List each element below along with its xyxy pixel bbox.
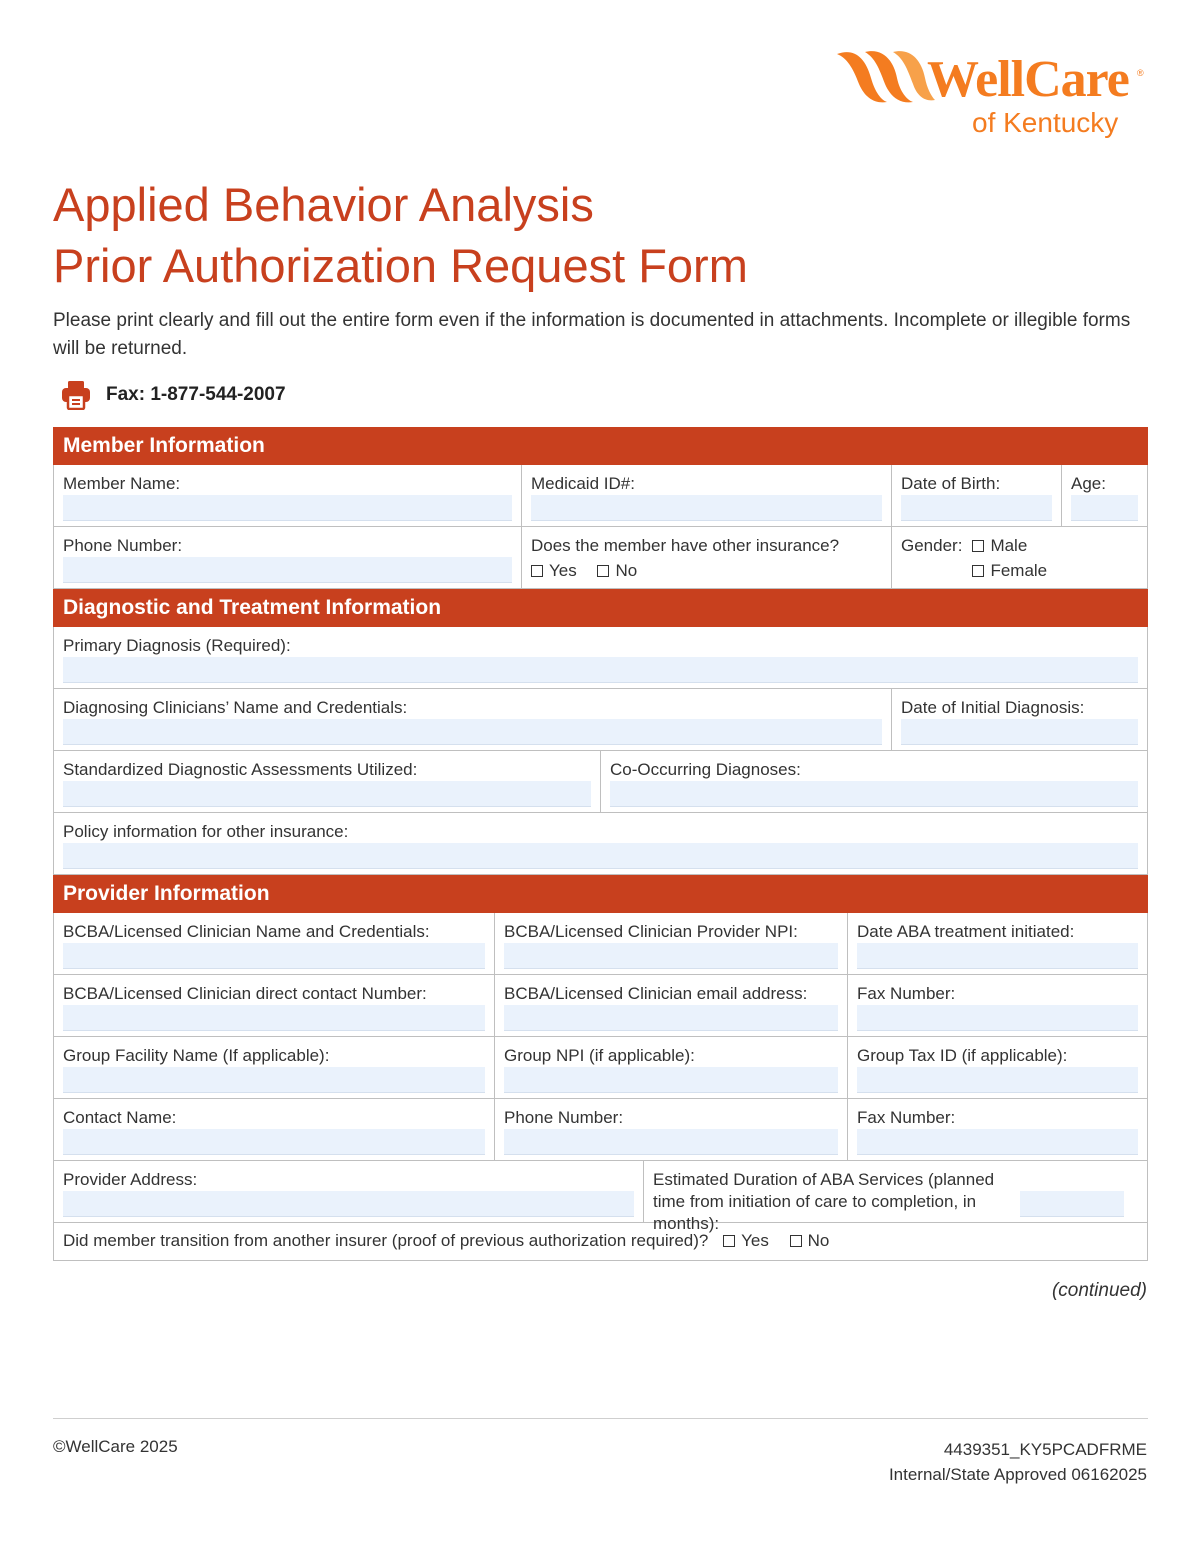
wellcare-logo bbox=[835, 48, 1155, 144]
age-field[interactable] bbox=[1071, 495, 1138, 521]
estimated-duration-field[interactable] bbox=[1020, 1191, 1124, 1217]
footer-codes bbox=[889, 1437, 1147, 1487]
clinician-fax-label: Fax Number: bbox=[857, 984, 956, 1003]
footer-divider bbox=[53, 1418, 1148, 1419]
gender-male-checkbox[interactable] bbox=[972, 540, 984, 552]
logo-registered-mark: ® bbox=[1137, 68, 1144, 78]
other-insurance-no-label: No bbox=[615, 561, 638, 580]
wellcare-swoosh-icon bbox=[835, 48, 935, 108]
group-facility-label: Group Facility Name (If applicable): bbox=[63, 1046, 330, 1065]
footer-form-code: 4439351_KY5PCADFRME bbox=[943, 1440, 1147, 1459]
provider-row-6 bbox=[53, 1223, 1148, 1261]
group-npi-label: Group NPI (if applicable): bbox=[504, 1046, 695, 1065]
clinician-email-field[interactable] bbox=[504, 1005, 838, 1031]
footer-copyright: ©WellCare 2025 bbox=[53, 1437, 178, 1456]
diagnosing-clinicians-label: Diagnosing Clinicians’ Name and Credentials: bbox=[63, 698, 408, 717]
insurer-transition-no-checkbox[interactable] bbox=[790, 1235, 802, 1247]
diagnosing-clinicians-field[interactable] bbox=[63, 719, 882, 745]
date-of-birth-field[interactable] bbox=[901, 495, 1052, 521]
medicaid-id-field[interactable] bbox=[531, 495, 882, 521]
clinician-npi-label: BCBA/Licensed Clinician Provider NPI: bbox=[504, 922, 798, 941]
intro-text: Please print clearly and fill out the entire form even if the information is documented in attachments. Incomplete or illegible forms will be returned. bbox=[53, 310, 1131, 359]
date-of-birth-label: Date of Birth: bbox=[901, 474, 1001, 493]
contact-name-label: Contact Name: bbox=[63, 1108, 177, 1127]
initial-diagnosis-date-label: Date of Initial Diagnosis: bbox=[901, 698, 1085, 717]
member-name-label: Member Name: bbox=[63, 474, 181, 493]
group-tax-id-field[interactable] bbox=[857, 1067, 1138, 1093]
insurer-transition-yes-checkbox[interactable] bbox=[723, 1235, 735, 1247]
aba-initiated-date-label: Date ABA treatment initiated: bbox=[857, 922, 1075, 941]
diagnostic-assessments-label: Standardized Diagnostic Assessments Utilized: bbox=[63, 760, 418, 779]
other-insurance-label: Does the member have other insurance? bbox=[531, 536, 840, 555]
gender-male-label: Male bbox=[990, 536, 1028, 555]
page-title-line-2: Prior Authorization Request Form bbox=[53, 239, 748, 292]
gender-label: Gender: bbox=[901, 536, 963, 555]
group-facility-field[interactable] bbox=[63, 1067, 485, 1093]
clinician-npi-field[interactable] bbox=[504, 943, 838, 969]
co-occurring-diagnoses-field[interactable] bbox=[610, 781, 1138, 807]
logo-brand-text: WellCare bbox=[927, 51, 1129, 108]
provider-row-2 bbox=[53, 975, 1148, 1037]
member-row-1 bbox=[53, 465, 1148, 527]
provider-row-3 bbox=[53, 1037, 1148, 1099]
member-phone-field[interactable] bbox=[63, 557, 512, 583]
clinician-contact-field[interactable] bbox=[63, 1005, 485, 1031]
section-member-information: Member Information bbox=[53, 427, 1148, 465]
provider-phone-label: Phone Number: bbox=[504, 1108, 624, 1127]
diagnostic-row-4 bbox=[53, 813, 1148, 875]
provider-address-field[interactable] bbox=[63, 1191, 634, 1217]
page-title-line-1: Applied Behavior Analysis bbox=[53, 178, 594, 231]
member-phone-label: Phone Number: bbox=[63, 536, 183, 555]
insurer-transition-no-label: No bbox=[807, 1231, 830, 1250]
footer-approval: Internal/State Approved 06162025 bbox=[888, 1465, 1147, 1484]
insurer-transition-yes-label: Yes bbox=[741, 1231, 769, 1250]
member-name-field[interactable] bbox=[63, 495, 512, 521]
other-insurance-no-checkbox[interactable] bbox=[597, 565, 609, 577]
other-insurance-yes-checkbox[interactable] bbox=[531, 565, 543, 577]
policy-information-field[interactable] bbox=[63, 843, 1138, 869]
page-title bbox=[53, 174, 748, 296]
clinician-email-label: BCBA/Licensed Clinician email address: bbox=[504, 984, 808, 1003]
provider-row-1 bbox=[53, 913, 1148, 975]
clinician-contact-label: BCBA/Licensed Clinician direct contact Number: bbox=[63, 984, 427, 1003]
gender-female-checkbox[interactable] bbox=[972, 565, 984, 577]
authorization-form bbox=[53, 427, 1148, 1261]
section-diagnostic-treatment: Diagnostic and Treatment Information bbox=[53, 589, 1148, 627]
insurer-transition-label: Did member transition from another insurer (proof of previous authorization required)? bbox=[63, 1231, 709, 1250]
provider-row-5 bbox=[53, 1161, 1148, 1233]
logo-subtitle: of Kentucky bbox=[972, 107, 1119, 138]
gender-female-label: Female bbox=[990, 561, 1048, 580]
provider-row-4 bbox=[53, 1099, 1148, 1161]
group-npi-field[interactable] bbox=[504, 1067, 838, 1093]
contact-name-field[interactable] bbox=[63, 1129, 485, 1155]
provider-phone-field[interactable] bbox=[504, 1129, 838, 1155]
diagnostic-row-3 bbox=[53, 751, 1148, 813]
estimated-duration-label: Estimated Duration of ABA Services (planned time from initiation of care to completion, in months): bbox=[653, 1170, 995, 1233]
other-insurance-yes-label: Yes bbox=[549, 561, 577, 580]
diagnostic-assessments-field[interactable] bbox=[63, 781, 591, 807]
policy-information-label: Policy information for other insurance: bbox=[63, 822, 349, 841]
co-occurring-diagnoses-label: Co-Occurring Diagnoses: bbox=[610, 760, 801, 779]
initial-diagnosis-date-field[interactable] bbox=[901, 719, 1138, 745]
provider-fax-label: Fax Number: bbox=[857, 1108, 956, 1127]
clinician-name-label: BCBA/Licensed Clinician Name and Credentials: bbox=[63, 922, 430, 941]
diagnostic-row-1 bbox=[53, 627, 1148, 689]
aba-initiated-date-field[interactable] bbox=[857, 943, 1138, 969]
provider-address-label: Provider Address: bbox=[63, 1170, 198, 1189]
provider-fax-field[interactable] bbox=[857, 1129, 1138, 1155]
fax-number: Fax: 1-877-544-2007 bbox=[106, 384, 286, 405]
age-label: Age: bbox=[1071, 474, 1106, 493]
primary-diagnosis-label: Primary Diagnosis (Required): bbox=[63, 636, 291, 655]
member-row-2 bbox=[53, 527, 1148, 589]
fax-printer-icon bbox=[60, 380, 92, 410]
clinician-name-field[interactable] bbox=[63, 943, 485, 969]
primary-diagnosis-field[interactable] bbox=[63, 657, 1138, 683]
group-tax-id-label: Group Tax ID (if applicable): bbox=[857, 1046, 1068, 1065]
diagnostic-row-2 bbox=[53, 689, 1148, 751]
medicaid-id-label: Medicaid ID#: bbox=[531, 474, 635, 493]
fax-line bbox=[60, 380, 286, 410]
clinician-fax-field[interactable] bbox=[857, 1005, 1138, 1031]
continued-note: (continued) bbox=[1051, 1280, 1147, 1301]
section-provider-information: Provider Information bbox=[53, 875, 1148, 913]
